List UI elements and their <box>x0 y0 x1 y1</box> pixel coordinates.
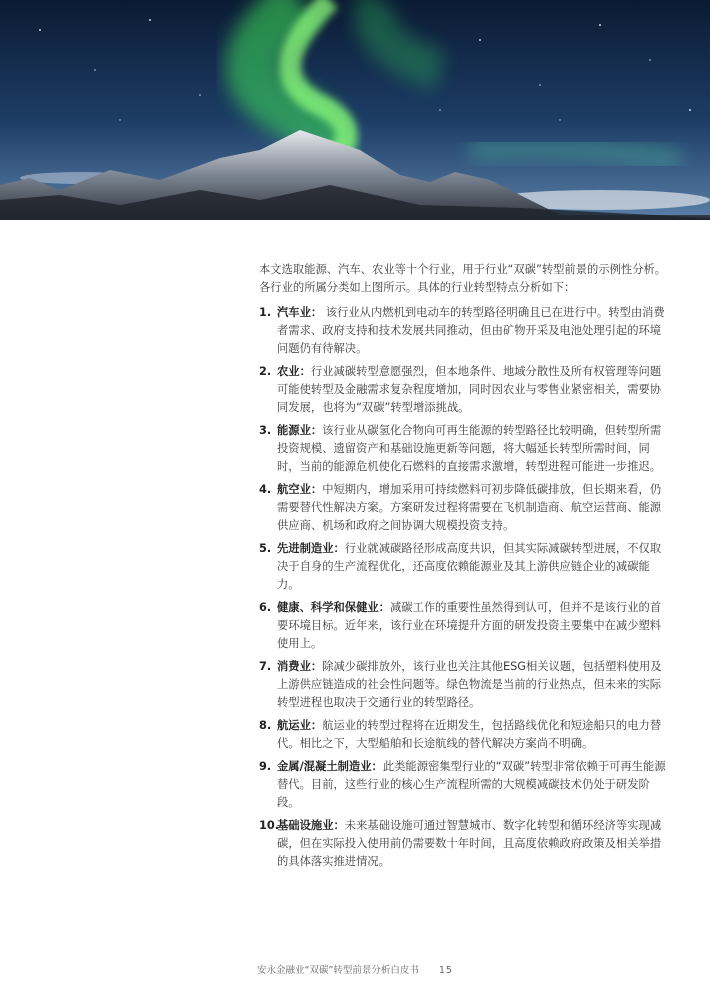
footer-title: 安永金融业“双碳”转型前景分析白皮书 <box>257 965 419 976</box>
item-number: 6. <box>259 601 272 614</box>
item-text: 行业就减碳路径形成高度共识，但其实际减碳转型进展，不仅取决于自身的生产流程优化，还高度依赖能源业及其上游供应链企业的减碳能力。 <box>277 542 662 591</box>
item-text: 除减少碳排放外，该行业也关注其他ESG相关议题，包括塑料使用及上游供应链造成的社会性问题等。绿色物流是当前的行业热点，但未来的实际转型进程也取决于交通行业的转型路径。 <box>277 660 662 709</box>
sector-list <box>259 304 669 871</box>
item-number: 2. <box>259 365 272 378</box>
list-item <box>259 717 669 753</box>
item-text: 航运业的转型过程将在近期发生，包括路线优化和短途船只的电力替代。相比之下，大型船舶和长途航线的替代解决方案尚不明确。 <box>277 719 662 750</box>
item-number: 1. <box>259 306 272 319</box>
item-term: 能源业： <box>277 424 323 437</box>
list-item <box>259 363 669 417</box>
item-term: 汽车业： <box>277 306 323 319</box>
item-text: 此类能源密集型行业的“双碳”转型非常依赖于可再生能源替代。目前，这些行业的核心生产流程所需的大规模减碳技术仍处于研发阶段。 <box>277 760 666 809</box>
main-content <box>259 261 669 876</box>
item-text: 未来基础设施可通过智慧城市、数字化转型和循环经济等实现减碳，但在实际投入使用前仍需要数十年时间，且高度依赖政府政策及相关举措的具体落实推进情况。 <box>277 819 662 868</box>
item-number: 5. <box>259 542 272 555</box>
item-number: 3. <box>259 424 272 437</box>
item-text: 该行业从碳氢化合物向可再生能源的转型路径比较明确，但转型所需投资规模、遗留资产和基础设施更新等问题，将大幅延长转型所需时间，同时，当前的能源危机使化石燃料的直接需求激增，转型进程可能进一步推迟。 <box>277 424 662 473</box>
item-number: 8. <box>259 719 272 732</box>
hero-aurora-image <box>0 0 710 220</box>
item-term: 航运业： <box>277 719 323 732</box>
item-number: 7. <box>259 660 272 673</box>
item-term: 航空业： <box>277 483 323 496</box>
page-footer <box>0 962 710 976</box>
item-text: 减碳工作的重要性虽然得到认可，但并不是该行业的首要环境目标。近年来，该行业在环境提升方面的研发投资主要集中在减少塑料使用上。 <box>277 601 662 650</box>
list-item <box>259 599 669 653</box>
list-item <box>259 304 669 358</box>
list-item <box>259 817 669 871</box>
list-item <box>259 658 669 712</box>
item-term: 农业： <box>277 365 311 378</box>
item-text: 中短期内，增加采用可持续燃料可初步降低碳排放，但长期来看，仍需要替代性解决方案。方案研发过程将需要在飞机制造商、航空运营商、能源供应商、机场和政府之间协调大规模投资支持。 <box>277 483 662 532</box>
item-number: 4. <box>259 483 272 496</box>
list-item <box>259 540 669 594</box>
item-term: 金属/混凝土制造业： <box>277 760 383 773</box>
list-item <box>259 422 669 476</box>
item-term: 先进制造业： <box>277 542 345 555</box>
item-term: 消费业： <box>277 660 323 673</box>
item-text: 行业减碳转型意愿强烈，但本地条件、地域分散性及所有权管理等问题可能使转型及金融需求复杂程度增加，同时因农业与零售业紧密相关，需要协同发展，也将为“双碳”转型增添挑战。 <box>277 365 662 414</box>
intro-paragraph: 本文选取能源、汽车、农业等十个行业，用于行业“双碳”转型前景的示例性分析。各行业的所属分类如上图所示。具体的行业转型特点分析如下： <box>259 263 667 294</box>
page-number: 15 <box>438 965 453 976</box>
item-text: 该行业从内燃机到电动车的转型路径明确且已在进行中。转型由消费者需求、政府支持和技术发展共同推动，但由矿物开采及电池处理引起的环境问题仍有待解决。 <box>277 306 665 355</box>
list-item <box>259 758 669 812</box>
item-term: 健康、科学和保健业： <box>277 601 390 614</box>
item-term: 基础设施业： <box>277 819 345 832</box>
list-item <box>259 481 669 535</box>
item-number: 10. <box>259 819 280 832</box>
item-number: 9. <box>259 760 272 773</box>
